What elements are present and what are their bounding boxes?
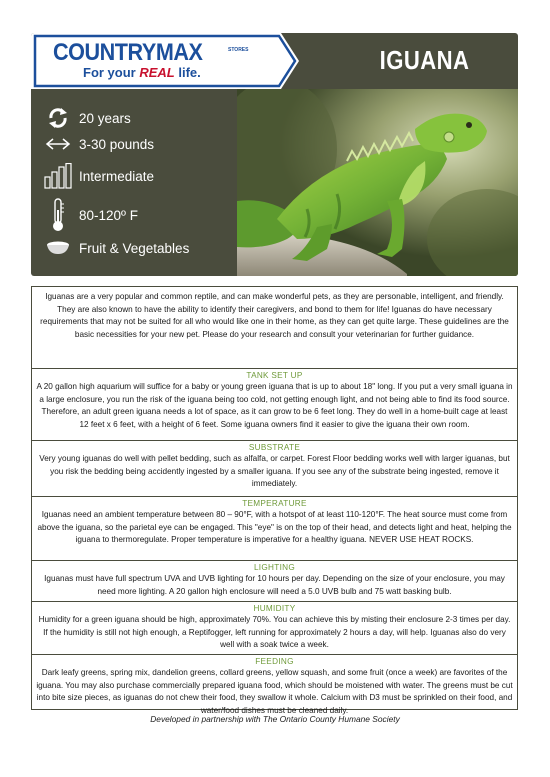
thermometer-icon: [43, 198, 73, 232]
food-bowl-icon: [43, 241, 73, 255]
substrate-section: [32, 440, 517, 496]
tagline-suffix: life.: [178, 65, 201, 80]
humidity-heading: HUMIDITY: [253, 604, 296, 613]
stat-difficulty: [43, 161, 154, 191]
tank-section: [32, 368, 517, 440]
lighting-heading: LIGHTING: [253, 563, 296, 572]
lighting-section: [32, 560, 517, 601]
intro-text: Iguanas are a very popular and common reptile, and can make wonderful pets, as they are personable, intelligent, and friendly. They are also known to have the ability to identify their caregivers, and bond to them for life! Iguanas do have necessary requirements that may not be suited for all who would like one in their home, as they can get quite large. These guidelines are the basic necessities for your new pet. Please do your research and consult your veterinarian for further guidance.: [40, 292, 509, 339]
tagline-prefix: For your: [83, 65, 136, 80]
intro-section: [32, 287, 517, 368]
temperature-section: [32, 496, 517, 560]
substrate-heading: SUBSTRATE: [248, 443, 301, 452]
feeding-text: Dark leafy greens, spring mix, dandelion greens, collard greens, yellow squash, and some fruit (once a week) are favorites of the iguana. You may also purchase commercially prepared iguana food, which should be moistened with water. The greens must be cut into bite size pieces, as iguanas do not chew their food, they swallow it whole. Calcium with D3 must be sprinkled on their food, and water/food dishes must be cleaned daily.: [36, 668, 513, 715]
stat-temperature-label: 80-120º F: [79, 207, 138, 223]
brand-name: COUNTRYMAX: [53, 39, 203, 66]
lighting-text: Iguanas must have full spectrum UVA and UVB lighting for 10 hours per day. Depending on the size of your enclosure, you may need more lighting. A 20 gallon high enclosure will need a 5.0 UVB bulb and 75 watt basking bulb.: [44, 574, 505, 596]
care-guide: [31, 286, 518, 715]
difficulty-bars-icon: [43, 163, 73, 189]
humidity-text: Humidity for a green iguana should be high, approximately 70%. You can achieve this by misting their enclosure 2-3 times per day. If the humidity is still not high enough, a Reptifogger, left running for approximately 2 hours a day, will help. Iguanas also do very well with a soak twice a week.: [38, 615, 511, 650]
stat-lifespan: [43, 105, 131, 131]
feeding-section: [32, 654, 517, 715]
humidity-section: [32, 601, 517, 654]
stat-difficulty-label: Intermediate: [79, 168, 155, 184]
feeding-heading: FEEDING: [255, 657, 294, 666]
footer-credit: Developed in partnership with The Ontario County Humane Society: [150, 714, 400, 724]
stat-diet: [43, 235, 189, 261]
tagline-emph: REAL: [139, 65, 175, 80]
temperature-heading: TEMPERATURE: [242, 499, 307, 508]
tank-heading: TANK SET UP: [246, 371, 303, 380]
brand-tagline: [83, 65, 201, 80]
iguana-photo: [237, 89, 518, 276]
page-title: IGUANA: [379, 45, 470, 75]
header-banner: [31, 33, 518, 276]
stat-weight-label: 3-30 pounds: [79, 136, 155, 152]
stat-temperature: [43, 197, 138, 233]
temperature-text: Iguanas need an ambient temperature between 80 – 90°F, with a hotspot of at least 110-120°F. The heat source must come from above the iguana, so the parietal eye can be engaged. This "eye" is on the top of their head, and detects light and heat, helping the iguana to thermoregulate. Proper temperature is imperative for a healthy iguana. NEVER USE HEAT ROCKS.: [37, 510, 512, 545]
stat-lifespan-label: 20 years: [79, 110, 131, 126]
refresh-cycle-icon: [43, 107, 73, 129]
stat-diet-label: Fruit & Vegetables: [79, 240, 190, 256]
substrate-text: Very young iguanas do well with pellet bedding, such as alfalfa, or carpet. Forest Floor bedding works well with larger iguanas, but you risk the bedding being accidently ingested by a smaller iguana. If you see any of the substrate being ingested, remove it immediately.: [39, 454, 510, 489]
iguana-illustration: [237, 89, 518, 276]
brand-suffix: STORES: [228, 47, 249, 53]
double-arrow-icon: [43, 138, 73, 150]
tank-text: A 20 gallon high aquarium will suffice for a baby or young green iguana that is up to about 18" long. If you put a very small iguana in a large enclosure, you run the risk of the iguana being too cold, not getting enough light, and not being able to find its food source. Therefore, an adult green iguana needs a lot of space, as it can grow to be 6 feet long. They do well in a home-built cage at least 12 feet x 6 feet, with a height of 6 feet. Some iguana owners find it easier to give the iguana their own room.: [36, 382, 513, 429]
stat-weight: [43, 131, 154, 157]
